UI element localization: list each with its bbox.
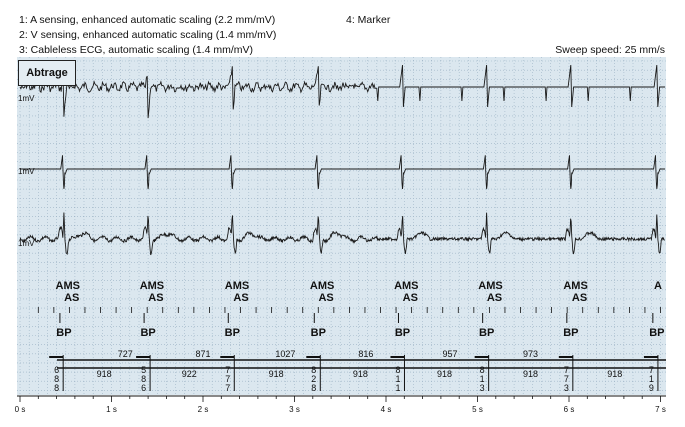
ams-marker: AMS [394,280,419,292]
time-tick-label: 3 s [289,405,300,414]
bp-marker: BP [479,327,495,339]
interval-digit: 7 [648,365,654,375]
interval-digit: 3 [479,383,485,393]
grid [17,57,666,395]
as-marker: AS [64,292,80,304]
ecg-strip-svg [17,57,666,395]
time-tick-label: 0 s [14,405,26,414]
time-tick-label: 7 s [655,405,666,414]
ams-marker: AMS [478,280,503,292]
as-marker: AS [148,292,164,304]
calibration-label-2: 1mV [18,167,35,176]
interval-upper-value: 957 [442,349,458,359]
bp-marker: BP [310,327,326,339]
channel-1-label: 1: A sensing, enhanced automatic scaling (2.2 mm/mV) [19,14,276,26]
interval-digit: 6 [141,383,147,393]
bp-marker: BP [224,327,240,339]
ams-marker: AMS [224,280,250,292]
bp-marker: BP [56,327,72,339]
ecg-strip [17,57,666,395]
interval-lower-value: 918 [437,369,453,379]
interval-lower-value: 918 [523,369,539,379]
time-tick-label: 2 s [197,405,209,414]
as-marker: AS [318,292,334,304]
calibration-label-1: 1mV [18,94,35,103]
ams-marker: AMS [309,280,335,292]
channel-1-trace [20,65,665,118]
interval-lower-value: 918 [96,369,112,379]
interval-digit: 1 [395,374,401,384]
interval-digit: 8 [395,365,401,375]
as-marker: AS [486,292,503,304]
interval-digit: 3 [563,383,569,393]
interval-digit: 8 [479,365,485,375]
interval-digit: 8 [54,374,60,384]
interval-digit: 7 [225,374,231,384]
interval-upper-value: 973 [523,349,539,359]
interval-digit: 7 [563,365,569,375]
bp-marker: BP [563,327,579,339]
ams-marker: AMS [139,280,165,292]
time-axis [0,395,685,425]
interval-lower-value: 922 [181,369,197,379]
abtrage-button[interactable]: Abtrage [18,60,76,86]
interval-digit: 8 [311,365,317,375]
channel-2-label: 2: V sensing, enhanced automatic scaling (1.4 mm/mV) [19,29,277,41]
ams-marker: A [653,280,662,292]
channel-2-trace [20,155,665,189]
sweep-speed-label: Sweep speed: 25 mm/s [555,44,665,56]
interval-digit: 1 [648,374,654,384]
interval-digit: 8 [141,374,147,384]
interval-lower-value: 918 [352,369,368,379]
bp-marker: BP [394,327,411,339]
as-marker: AS [233,292,249,304]
calibration-label-3: 1mV [18,239,35,248]
interval-digit: 7 [563,374,569,384]
time-tick-label: 1 s [106,405,117,414]
interval-upper-value: 1027 [275,349,296,359]
bp-marker: BP [649,327,665,339]
interval-digit: 2 [311,374,317,384]
interval-digit: 9 [648,383,654,393]
channel-4-label: 4: Marker [346,14,391,26]
bp-marker: BP [140,327,156,339]
grid-lines [17,57,666,395]
interval-digit: 7 [225,383,231,393]
interval-lower-value: 918 [607,369,623,379]
ams-marker: AMS [55,280,80,292]
channel-3-label: 3: Cableless ECG, automatic scaling (1.4 mm/mV) [19,44,253,56]
interval-digit: 5 [141,365,147,375]
interval-digit: 6 [54,365,60,375]
channel-3-trace [20,213,665,256]
interval-upper-value: 871 [195,349,211,359]
as-marker: AS [571,292,588,304]
interval-digit: 8 [311,383,317,393]
interval-lower-value: 918 [268,369,284,379]
interval-upper-value: 816 [358,349,374,359]
interval-digit: 8 [54,383,60,393]
as-marker: AS [402,292,418,304]
interval-digit: 1 [395,383,401,393]
time-tick-label: 6 s [563,405,575,414]
time-tick-label: 4 s [380,405,392,414]
interval-upper-value: 727 [117,349,133,359]
ams-marker: AMS [563,280,588,292]
time-tick-label: 5 s [472,405,483,414]
interval-digit: 1 [479,374,485,384]
interval-digit: 7 [225,365,231,375]
